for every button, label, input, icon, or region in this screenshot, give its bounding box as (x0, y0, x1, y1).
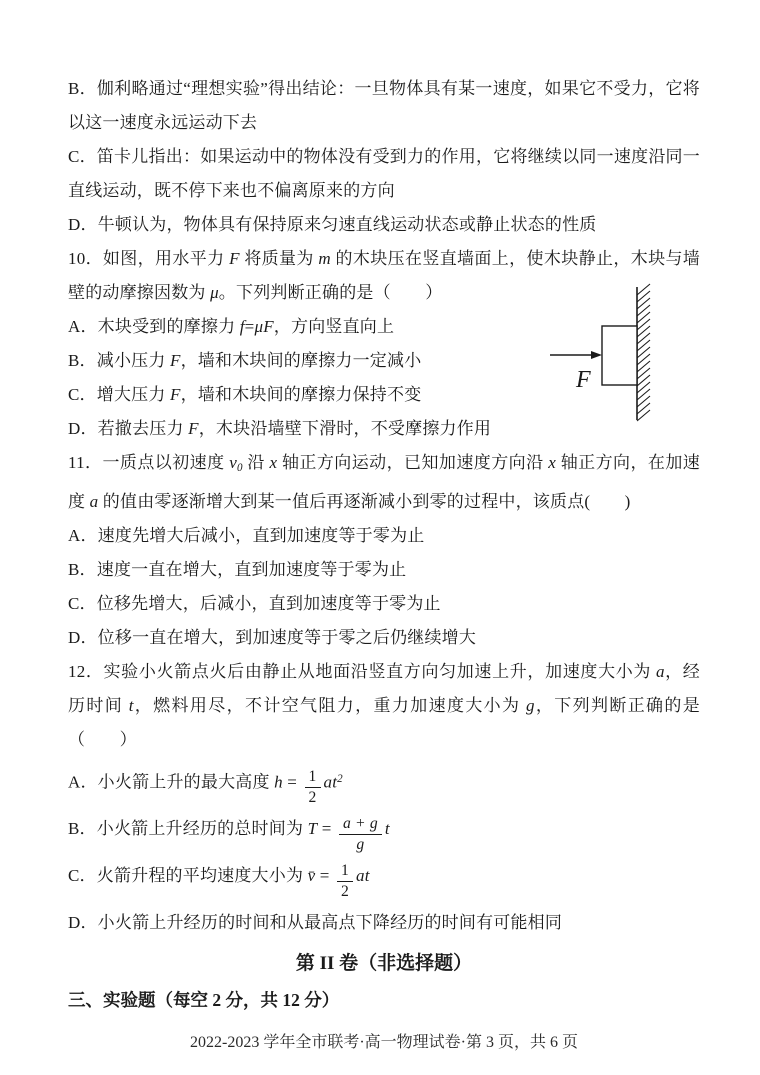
q10-figure-block-on-wall (540, 283, 660, 423)
force-label: F (576, 367, 591, 393)
q10-option-a: A．木块受到的摩擦力 f=μF，方向竖直向上 (68, 317, 395, 336)
q9-option-d: D．牛顿认为，物体具有保持原来匀速直线运动状态或静止状态的性质 (68, 215, 597, 234)
force-arrow-head (591, 351, 602, 359)
q12-option-c: C．火箭升程的平均速度大小为 v̄ = $\frac{1}{2}$ at (68, 861, 370, 900)
q11-option-c: C．位移先增大，后减小，直到加速度等于零为止 (68, 593, 441, 613)
q9-option-c: C．笛卡儿指出：如果运动中的物体没有受到力的作用，它将继续以同一速度沿同一直线运动，既不停下来也不偏离原来的方向 (68, 147, 700, 200)
q11-option-a: A．速度先增大后减小，直到加速度等于零为止 (68, 525, 425, 545)
q9-option-b: B．伽利略通过“理想实验”得出结论：一旦物体具有某一速度，如果它不受力，它将以这一速度永远运动下去 (68, 79, 700, 132)
page-footer: 2022-2023 学年全市联考·高一物理试卷·第 3 页，共 6 页 (190, 1033, 578, 1051)
q10-option-b: B．减小压力 F，墙和木块间的摩擦力一定减小 (68, 351, 422, 370)
q12-option-a: A．小火箭上升的最大高度 h = $\frac{1}{2}$ $at^2$ (68, 768, 343, 807)
q12-stem: 12．实验小火箭点火后由静止从地面沿竖直方向匀加速上升，加速度大小为 a，经历时间 t，燃料用尽，不计空气阻力，重力加速度大小为 g，下列判断正确的是（ ） (68, 661, 700, 749)
block-rect (602, 326, 637, 385)
experiment-section-heading: 三、实验题（每空 2 分，共 12 分） (68, 989, 340, 1010)
q10-stem: 10．如图，用水平力 F 将质量为 m 的木块压在竖直墙面上，使木块静止，木块与墙壁的动摩擦因数为 μ。下列判断正确的是（ ） (68, 249, 701, 302)
q11-option-d: D．位移一直在增大，到加速度等于零之后仍继续增大 (68, 627, 477, 647)
wall-block-diagram (540, 283, 660, 423)
q10-option-c: C．增大压力 F，墙和木块间的摩擦力保持不变 (68, 385, 422, 404)
q11-option-b: B．速度一直在增大，直到加速度等于零为止 (68, 559, 407, 579)
q11-stem: 11．一质点以初速度 $v_0$ 沿 x 轴正方向运动，已知加速度方向沿 x 轴正方向，在加速度 a 的值由零逐渐增大到某一值后再逐渐减小到零的过程中，该质点( ) (68, 453, 700, 511)
wall-hatching (637, 284, 650, 421)
part-2-heading: 第 II 卷（非选择题） (295, 952, 473, 974)
q12-option-d: D．小火箭上升经历的时间和从最高点下降经历的时间有可能相同 (68, 912, 563, 932)
q12-option-b: B．小火箭上升经历的总时间为 T = $\frac{a + g}{g}$ t (68, 814, 390, 853)
q10-option-d: D．若撤去压力 F，木块沿墙壁下滑时，不受摩擦力作用 (68, 419, 492, 438)
